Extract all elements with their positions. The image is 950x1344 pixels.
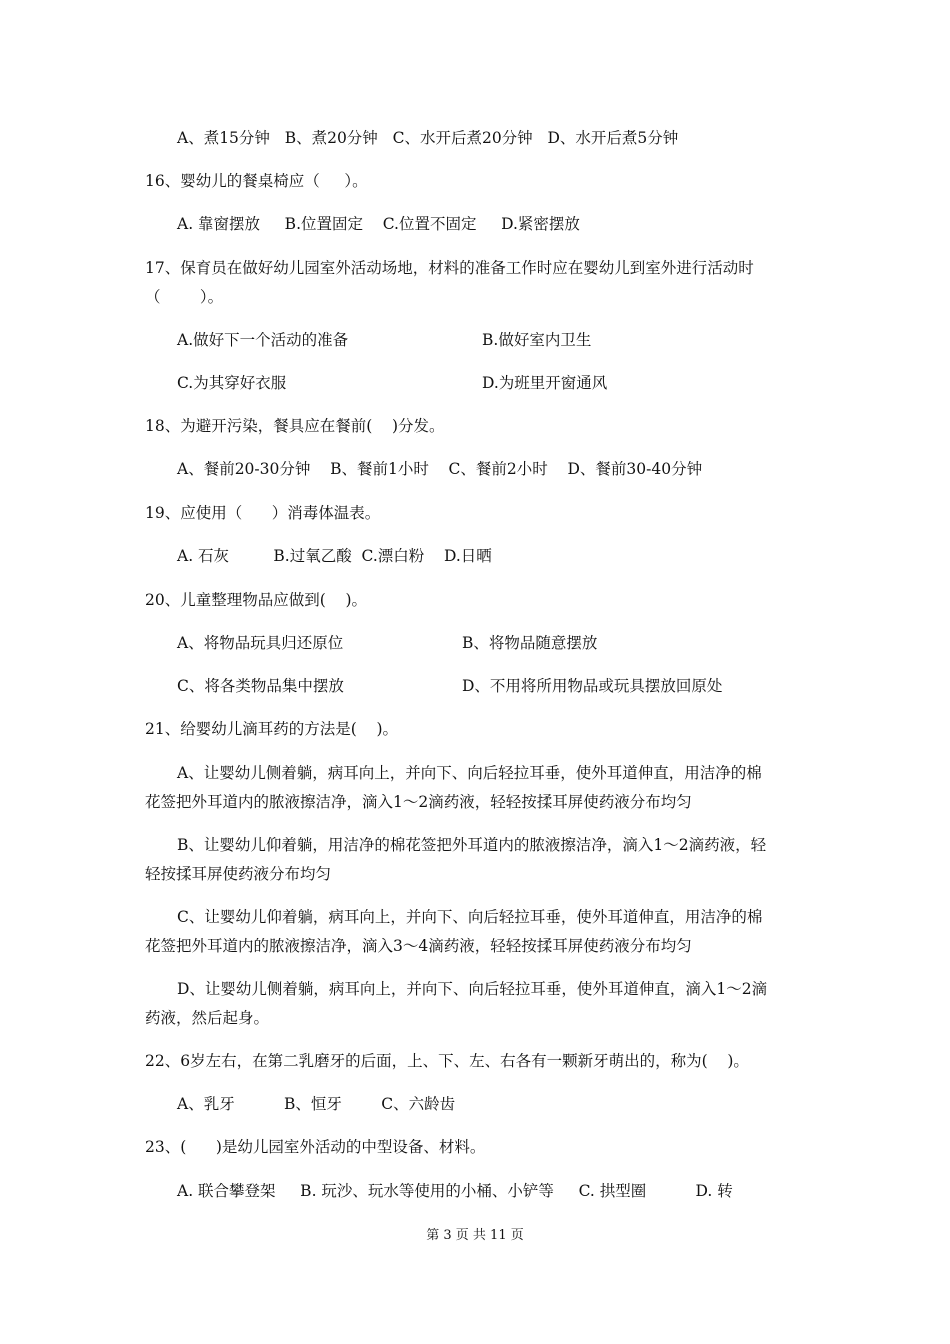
q21-option-b-line1: B、让婴幼儿仰着躺，用洁净的棉花签把外耳道内的脓液擦洁净，滴入1～2滴药液，轻 [177,836,767,854]
q17-option-b: B.做好室内卫生 [482,331,592,349]
question-17-line2: （ ）。 [145,288,224,306]
question-22: 22、6岁左右，在第二乳磨牙的后面，上、下、左、右各有一颗新牙萌出的，称为( )。 [145,1052,749,1070]
q15-options: A、煮15分钟 B、煮20分钟 C、水开后煮20分钟 D、水开后煮5分钟 [177,129,679,147]
q19-options: A. 石灰 B.过氧乙酸 C.漂白粉 D.日晒 [177,547,492,565]
question-23: 23、( )是幼儿园室外活动的中型设备、材料。 [145,1138,486,1156]
q21-option-b-line2: 轻按揉耳屏使药液分布均匀 [145,865,332,883]
question-19: 19、应使用（ ）消毒体温表。 [145,504,381,522]
question-16: 16、婴幼儿的餐桌椅应（ ）。 [145,172,368,190]
q21-option-c-line1: C、让婴幼儿仰着躺，病耳向上，并向下、向后轻拉耳垂，使外耳道伸直，用洁净的棉 [177,908,763,926]
q23-options: A. 联合攀登架 B. 玩沙、玩水等使用的小桶、小铲等 C. 拱型圈 D. 转 [177,1182,733,1200]
q20-option-b: B、将物品随意摆放 [462,634,598,652]
q21-option-a-line1: A、让婴幼儿侧着躺，病耳向上，并向下、向后轻拉耳垂，使外耳道伸直，用洁净的棉 [177,764,762,782]
q22-options: A、乳牙 B、恒牙 C、六龄齿 [177,1095,456,1113]
q20-option-a: A、将物品玩具归还原位 [177,634,344,652]
q16-options: A. 靠窗摆放 B.位置固定 C.位置不固定 D.紧密摆放 [177,215,580,233]
q21-option-c-line2: 花签把外耳道内的脓液擦洁净，滴入3～4滴药液，轻轻按揉耳屏使药液分布均匀 [145,937,692,955]
page-footer: 第 3 页 共 11 页 [426,1228,524,1243]
question-21: 21、给婴幼儿滴耳药的方法是( )。 [145,720,399,738]
q17-option-d: D.为班里开窗通风 [482,374,608,392]
q20-option-d: D、不用将所用物品或玩具摆放回原处 [462,677,723,695]
question-17-line1: 17、保育员在做好幼儿园室外活动场地，材料的准备工作时应在婴幼儿到室外进行活动时 [145,259,754,277]
q21-option-d-line2: 药液，然后起身。 [145,1009,270,1027]
q21-option-d-line1: D、让婴幼儿侧着躺，病耳向上，并向下、向后轻拉耳垂，使外耳道伸直，滴入1～2滴 [177,980,768,998]
q18-options: A、餐前20-30分钟 B、餐前1小时 C、餐前2小时 D、餐前30-40分钟 [177,460,703,478]
q17-option-c: C.为其穿好衣服 [177,374,287,392]
q17-option-a: A.做好下一个活动的准备 [177,331,349,349]
q21-option-a-line2: 花签把外耳道内的脓液擦洁净，滴入1～2滴药液，轻轻按揉耳屏使药液分布均匀 [145,793,692,811]
q20-option-c: C、将各类物品集中摆放 [177,677,344,695]
question-20: 20、儿童整理物品应做到( )。 [145,591,368,609]
question-18: 18、为避开污染，餐具应在餐前( )分发。 [145,417,445,435]
